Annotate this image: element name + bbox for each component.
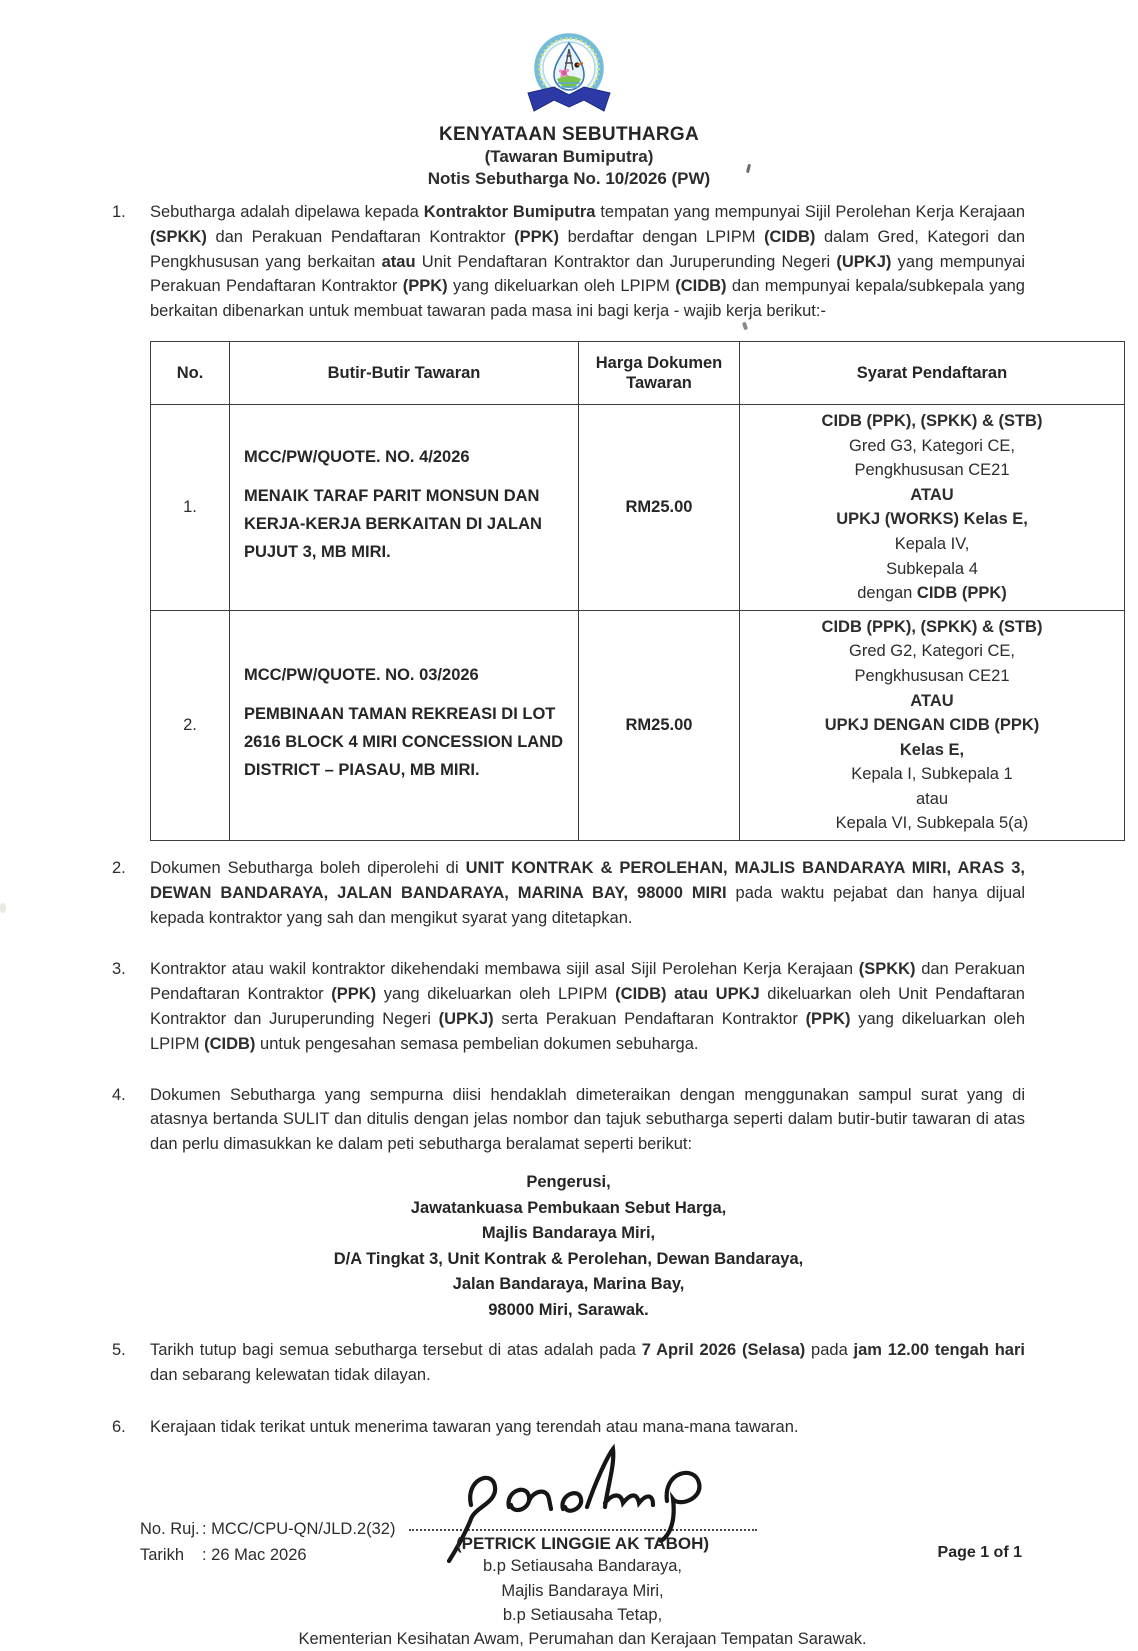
clause-5 (112, 1338, 1025, 1388)
text-line: Kelas E, (899, 740, 965, 759)
reference-label: No. Ruj. (140, 1520, 200, 1538)
text-line: Pengerusi, (526, 1173, 611, 1192)
text-line: UPKJ (WORKS) Kelas E, (836, 510, 1028, 529)
clause-4 (112, 1083, 1025, 1157)
row-number: 2. (151, 610, 230, 840)
clause-number: 3. (112, 960, 126, 979)
offers-table (150, 341, 1125, 841)
date-label: Tarikh (140, 1546, 185, 1564)
scan-artifact (0, 903, 6, 913)
signatory-name: (PETRICK LINGGIE AK TABOH) (455, 1534, 710, 1554)
text-line: dengan CIDB (PPK) (857, 584, 1007, 603)
table-row (151, 404, 1125, 610)
reference-value: : MCC/CPU-QN/JLD.2(32) (202, 1520, 396, 1538)
registration-requirements (740, 610, 1125, 840)
text-line: b.p Setiausaha Bandaraya, (482, 1557, 683, 1576)
document-title: KENYATAAN SEBUTHARGA (438, 124, 700, 145)
notice-number: Notis Sebutharga No. 10/2026 (PW) (427, 169, 711, 188)
text-line: atau (915, 789, 949, 808)
text-line: b.p Setiausaha Tetap, (502, 1605, 663, 1624)
text-line: Majlis Bandaraya Miri, (481, 1224, 656, 1243)
text-line: Jawatankuasa Pembukaan Sebut Harga, (410, 1198, 727, 1217)
col-header-no: No. (151, 341, 230, 404)
document-body (112, 200, 1043, 1651)
text-line: ATAU (910, 691, 954, 710)
text-line: Kepala VI, Subkepala 5(a) (835, 814, 1029, 833)
date-value: : 26 Mac 2026 (202, 1546, 307, 1564)
col-header-butir: Butir-Butir Tawaran (230, 341, 579, 404)
quote-number: MCC/PW/QUOTE. NO. 4/2026 (244, 448, 470, 467)
job-title: MENAIK TARAF PARIT MONSUN DAN KERJA-KERJA BERKAITAN DI JALAN PUJUT 3, MB MIRI. (244, 487, 542, 562)
clause-text: Kerajaan tidak terikat untuk menerima tawaran yang terendah atau mana-mana tawaran. (150, 1417, 799, 1436)
document-price: RM25.00 (579, 610, 740, 840)
clause-text: Sebutharga adalah dipelawa kepada Kontraktor Bumiputra tempatan yang mempunyai Sijil Perolehan Kerja Kerajaan (SPKK) dan Perakuan Pendaftaran Kontraktor (PPK) berdaftar dengan LPIPM (CIDB) dalam Gred, Kategori dan Pengkhususan yang berkaitan atau Unit Pendaftaran Kontraktor dan Juruperunding Negeri (UPKJ) yang mempunyai Perakuan Pendaftaran Kontraktor (PPK) yang dikeluarkan oleh LPIPM (CIDB) dan mempunyai kepala/subkepala yang berkaitan dibenarkan untuk membuat tawaran pada masa ini bagi kerja - wajib kerja berikut:- (150, 203, 1026, 321)
text-line: 98000 Miri, Sarawak. (488, 1300, 649, 1319)
page-number: Page 1 of 1 (937, 1544, 1022, 1561)
document-price: RM25.00 (579, 404, 740, 610)
table-row (151, 610, 1125, 840)
col-header-harga: Harga Dokumen Tawaran (579, 341, 740, 404)
clause-number: 5. (112, 1341, 126, 1360)
text-line: Jalan Bandaraya, Marina Bay, (452, 1275, 685, 1294)
clause-text: Kontraktor atau wakil kontraktor dikehendaki membawa sijil asal Sijil Perolehan Kerja Kerajaan (SPKK) dan Perakuan Pendaftaran Kontraktor (PPK) yang dikeluarkan oleh LPIPM (CIDB) atau UPKJ dikeluarkan oleh Unit Pendaftaran Kontraktor dan Juruperunding Negeri (UPKJ) serta Perakuan Pendaftaran Kontraktor (PPK) yang dikeluarkan oleh LPIPM (CIDB) untuk pengesahan semasa pembelian dokumen sebuharga. (150, 960, 1025, 1053)
clause-6 (112, 1415, 1025, 1440)
clause-2 (112, 856, 1025, 930)
offer-details-cell (230, 404, 579, 610)
text-line: Kementerian Kesihatan Awam, Perumahan dan Kerajaan Tempatan Sarawak. (298, 1630, 867, 1649)
text-line: CIDB (PPK), (SPKK) & (STB) (821, 411, 1043, 430)
city-council-crest-icon (513, 30, 625, 122)
signature-line (409, 1529, 757, 1531)
row-number: 1. (151, 404, 230, 610)
registration-requirements (740, 404, 1125, 610)
clause-1 (112, 200, 1025, 324)
text-line: CIDB (PPK), (SPKK) & (STB) (821, 617, 1043, 636)
col-header-syarat: Syarat Pendaftaran (740, 341, 1125, 404)
text-line: Subkepala 4 (886, 559, 978, 578)
text-line: Kepala I, Subkepala 1 (851, 765, 1013, 784)
text-line: Pengkhususan CE21 (854, 461, 1010, 480)
text-line: Gred G2, Kategori CE, (849, 642, 1015, 661)
text-line: Kepala IV, (894, 534, 970, 553)
clause-number: 6. (112, 1417, 126, 1436)
job-title: PEMBINAAN TAMAN REKREASI DI LOT 2616 BLOCK 4 MIRI CONCESSION LAND DISTRICT – PIASAU, MB MIRI. (244, 705, 564, 780)
document-subtitle: (Tawaran Bumiputra) (484, 147, 654, 166)
offers-table-header (151, 341, 1125, 404)
date-line (140, 1542, 395, 1568)
text-line: ATAU (910, 485, 954, 504)
document-header (0, 0, 1138, 190)
text-line: Majlis Bandaraya Miri, (501, 1581, 664, 1600)
clause-text: Tarikh tutup bagi semua sebutharga tersebut di atas adalah pada 7 April 2026 (Selasa) pada jam 12.00 tengah hari dan sebarang kelewatan tidak dilayan. (150, 1341, 1025, 1384)
submission-address (112, 1170, 1025, 1323)
offer-details-cell (230, 610, 579, 840)
clause-number: 1. (112, 203, 126, 221)
text-line: Pengkhususan CE21 (854, 666, 1010, 685)
quote-number: MCC/PW/QUOTE. NO. 03/2026 (244, 666, 479, 685)
text-line: Gred G3, Kategori CE, (849, 436, 1015, 455)
reference-number-line (140, 1516, 395, 1542)
signatory-titles (126, 1554, 1039, 1651)
clause-number: 2. (112, 859, 126, 878)
clause-text: Dokumen Sebutharga boleh diperolehi di UNIT KONTRAK & PEROLEHAN, MAJLIS BANDARAYA MIRI, ARAS 3, DEWAN BANDARAYA, JALAN BANDARAYA, MARINA BAY, 98000 MIRI pada waktu pejabat dan hanya dijual kepada kontraktor yang sah dan mengikut syarat yang ditetapkan. (150, 859, 1026, 927)
text-line: UPKJ DENGAN CIDB (PPK) (824, 716, 1040, 735)
clause-3 (112, 957, 1025, 1056)
text-line: D/A Tingkat 3, Unit Kontrak & Perolehan, Dewan Bandaraya, (333, 1249, 804, 1268)
document-footer (140, 1516, 395, 1568)
clause-number: 4. (112, 1085, 126, 1104)
clause-text: Dokumen Sebutharga yang sempurna diisi hendaklah dimeteraikan dengan menggunakan sampul surat yang di atasnya bertanda SULIT dan ditulis dengan jelas nombor dan tajuk sebutharga seperti dalam butir-butir tawaran di atas dan perlu dimasukkan ke dalam peti sebutharga beralamat seperti berikut: (150, 1085, 1025, 1154)
